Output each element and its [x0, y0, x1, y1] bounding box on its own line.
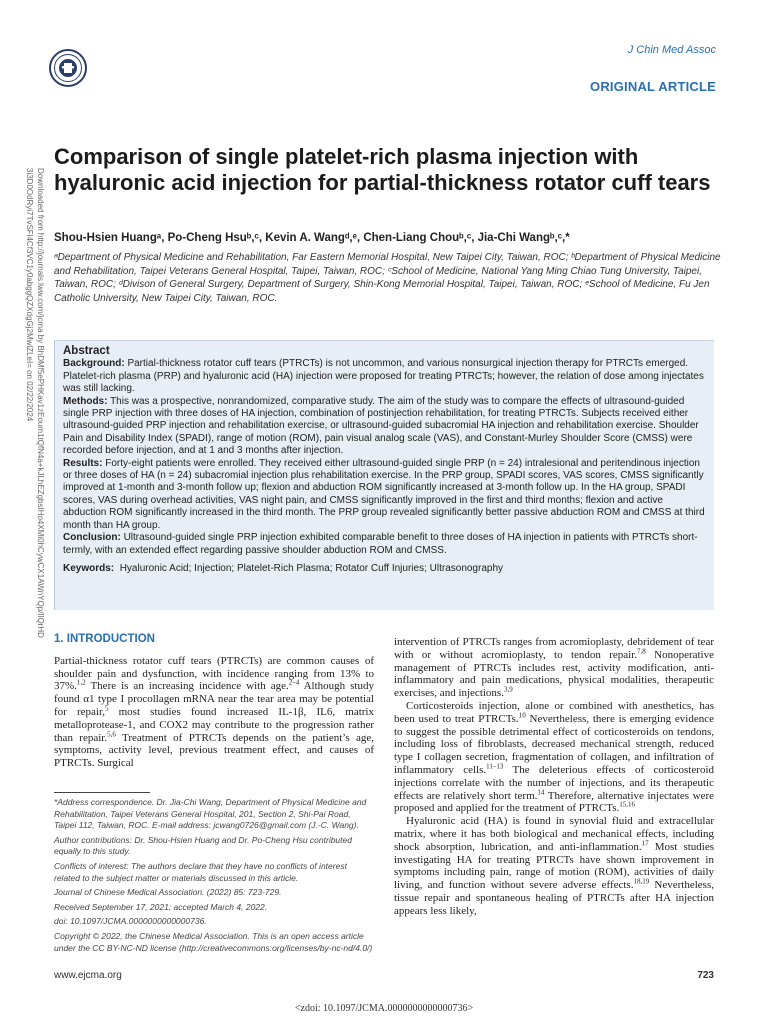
- footnote-conflicts: Conflicts of interest: The authors declare that they have no conflicts of interest related to the subject matter or materials discussed in this article.: [54, 860, 347, 883]
- abstract-conclusion: [63, 532, 706, 557]
- intro-column-right: [394, 636, 714, 918]
- download-watermark: Downloaded from http://journals.lww.com/jcma by BhDMf5ePHKav1zEoum1tQfN4a+kJLhEZgbsIHo4XMi0hCywCX1AWnYQp/IlQrHD3i3D0OdRyi7TvSFl4Cf3VC1y0abggQZXdgGj2MwlZLeI= on 02/22/2024: [25, 168, 45, 638]
- footnote-doi: doi: 10.1097/JCMA.0000000000000736.: [54, 916, 207, 927]
- conclusion-label: Conclusion:: [63, 532, 121, 544]
- footnote-contributions: Author contributions: Dr. Shou-Hsien Huang and Dr. Po-Cheng Hsu contributed equally to this study.: [54, 834, 352, 857]
- footnote-divider: [54, 792, 150, 793]
- methods-text: This was a prospective, nonrandomized, comparative study. The aim of the study was to compare the effects of ultrasound-guided single PRP injection with three doses of HA injection, combination of postinjection rehabilitation, for treating PTRCTs. Subjects received either ultrasound-guided PRP injection and rehabilitation exercise, or ultrasound-guided subacromial HA injection and rehabilitation exercise. Shoulder Pain and Disability Index (SPADI), range of motion (ROM), pain visual analog scale (VAS), and Constant-Murley Shoulder Score (CMSS) were recorded before injection, and at 1 and 3 months after injection.: [63, 395, 699, 457]
- abstract-box: [54, 340, 714, 610]
- footnote-received: Received September 17, 2021; accepted March 4, 2022.: [54, 901, 268, 912]
- footnotes: [54, 797, 374, 957]
- section-heading: 1. INTRODUCTION: [54, 633, 155, 645]
- methods-label: Methods:: [63, 395, 108, 407]
- article-type: ORIGINAL ARTICLE: [590, 79, 716, 94]
- journal-website: www.ejcma.org: [54, 970, 122, 981]
- page-title: Comparison of single platelet-rich plasma injection with hyaluronic acid injection for partial-thickness rotator cuff tears: [54, 144, 711, 195]
- intro-paragraph-1: Partial-thickness rotator cuff tears (PTRCTs) are common causes of shoulder pain and dysfunction, with incidence ranging from 13% to 37%.$^{1,2}$ There is an increasing incidence with age.$^{2-4}$ Although study found α1 type I procollagen mRNA near the tear area may be potential for repair,$^5$ most studies found increased IL-1β, IL6, matrix metalloprotease-1, and COX2 may contribute to the progression rather than repair.$^{5,6}$ Treatment of PTRCTs depends on the patient’s age, symptoms, activity level, previous treatment effect, and causes of PTRCTs. Surgical: [54, 654, 374, 770]
- background-label: Background:: [63, 358, 125, 370]
- journal-seal-icon: [48, 48, 88, 88]
- intro-column-left: [54, 633, 374, 770]
- results-label: Results:: [63, 457, 103, 469]
- footnote-copyright: Copyright © 2022, the Chinese Medical Association. This is an open access article under the CC BY-NC-ND license (http://creativecommons.org/licenses/by-nc-nd/4.0/): [54, 930, 373, 953]
- zdoi-line: <zdoi: 10.1097/JCMA.0000000000000736>: [294, 1003, 474, 1014]
- footnote-citation: Journal of Chinese Medical Association. (2022) 85: 723-729.: [54, 887, 282, 898]
- abstract-background: [63, 358, 706, 395]
- author-list: Shou-Hsien Huangᵃ, Po-Cheng Hsuᵇ,ᶜ, Kevin A. Wangᵈ,ᵉ, Chen-Liang Chouᵇ,ᶜ, Jia-Chi Wangᵇ,ᶜ,*: [54, 232, 570, 244]
- abstract-heading: Abstract: [63, 345, 110, 357]
- intro-paragraph-3: Hyaluronic acid (HA) is found in synovial fluid and extracellular matrix, where it has both biological and mechanical effects, including shock absorption, lubrication, and anti-inflammation.$^{17}$ Most studies investigating HA for treating PTRCTs have shown improvement in symptoms including pain, range of motion (ROM), activities of daily living, and function without severe adverse effects.$^{18,19}$ Nevertheless, tissue repair and spontaneous healing of PTRCTs after HA injection appears less likely,: [394, 815, 714, 917]
- intro-paragraph-2: Corticosteroids injection, alone or combined with anesthetics, has been used to treat PTRCTs.$^{10}$ Nevertheless, there is emerging evidence to suggest the possible detrimental effect of corticosteroids on tendons, including loss of fibroblasts, decreased mechanical strength, reduced type I collagen secretion, fragmentation of collagen, and infiltration of inflammatory cells.$^{11-13}$ The deleterious effects of corticosteroid injections correlate with the number of injections, and its therapeutic effects are relatively short term.$^{14}$ Therefore, alternative injectates were proposed and applied for the treatment of PTRCTs.$^{15,16}$: [394, 699, 714, 815]
- background-text: Partial-thickness rotator cuff tears (PTRCTs) is not uncommon, and various nonsurgical injection therapy for PTRCTs emerged. Platelet-rich plasma (PRP) and hyaluronic acid (HA) injection were proposed for treating PTRCTs; however, the relation of dose among injectates was still lacking.: [63, 358, 704, 395]
- keywords-text: Hyaluronic Acid; Injection; Platelet-Rich Plasma; Rotator Cuff Injuries; Ultrasonography: [119, 562, 504, 574]
- abstract-results: [63, 458, 706, 532]
- page-number: 723: [697, 970, 714, 981]
- intro-paragraph-1-cont: intervention of PTRCTs ranges from acromioplasty, debridement of tear with or without acromioplasty, to tendon repair.$^{7,8}$ Nonoperative management of PTRCTs includes rest, activity modification, anti-inflammatory and pain medications, physical modalities, therapeutic exercises, and injections.$^{3,9}$: [394, 636, 714, 700]
- journal-name: J Chin Med Assoc: [627, 44, 716, 56]
- keywords-label: Keywords:: [63, 562, 115, 574]
- conclusion-text: Ultrasound-guided single PRP injection exhibited comparable benefit to three doses of HA injection in patients with PTRCTs short-termly, with an extended effect regarding passive shoulder abduction ROM and CMSS.: [63, 532, 698, 556]
- results-text: Forty-eight patients were enrolled. They received either ultrasound-guided single PRP (n = 24) intralesional and peritendinous injection or three doses of HA (n = 24) subacromial injection plus rehabilitation exercise. In the PRP group, SPADI scores, VAS scores, CMSS significantly improved at 1-month and 3-month follow up; flexion and abduction ROM significantly increased at 3-month follow up. In the HA group, SPADI scores, VAS during overhead activities, VAS night pain, and CMSS significantly improved in the first and third months; flexion and active abduction ROM significantly increased in the third month. The PRP group revealed significantly better passive abduction ROM and CMSS at third month than HA group.: [63, 457, 705, 531]
- abstract-methods: [63, 396, 706, 458]
- affiliations: ᵃDepartment of Physical Medicine and Rehabilitation, Far Eastern Memorial Hospital, New Taipei City, Taiwan, ROC; ᵇDepartment of Physical Medicine and Rehabilitation, Taipei Veterans General Hospital, Taipei, Taiwan, ROC; ᶜSchool of Medicine, National Yang Ming Chiao Tung University, Taipei, Taiwan, ROC; ᵈDivison of General Surgery, Department of Surgery, Shin-Kong Memorial Hospital, Taipei, Taiwan, ROC; ᵉSchool of Medicine, Fu Jen Catholic University, New Taipei City, Taiwan, ROC.: [54, 252, 721, 304]
- footnote-address: *Address correspondence. Dr. Jia-Chi Wang, Department of Physical Medicine and Rehabilitation, Taipei Veterans General Hospital, 201, Section 2, Shi-Pai Road, Taipei 112, Taiwan, ROC. E-mail address: jcwang0726@gmail.com (J.-C. Wang).: [54, 797, 367, 831]
- abstract-keywords: [63, 563, 706, 575]
